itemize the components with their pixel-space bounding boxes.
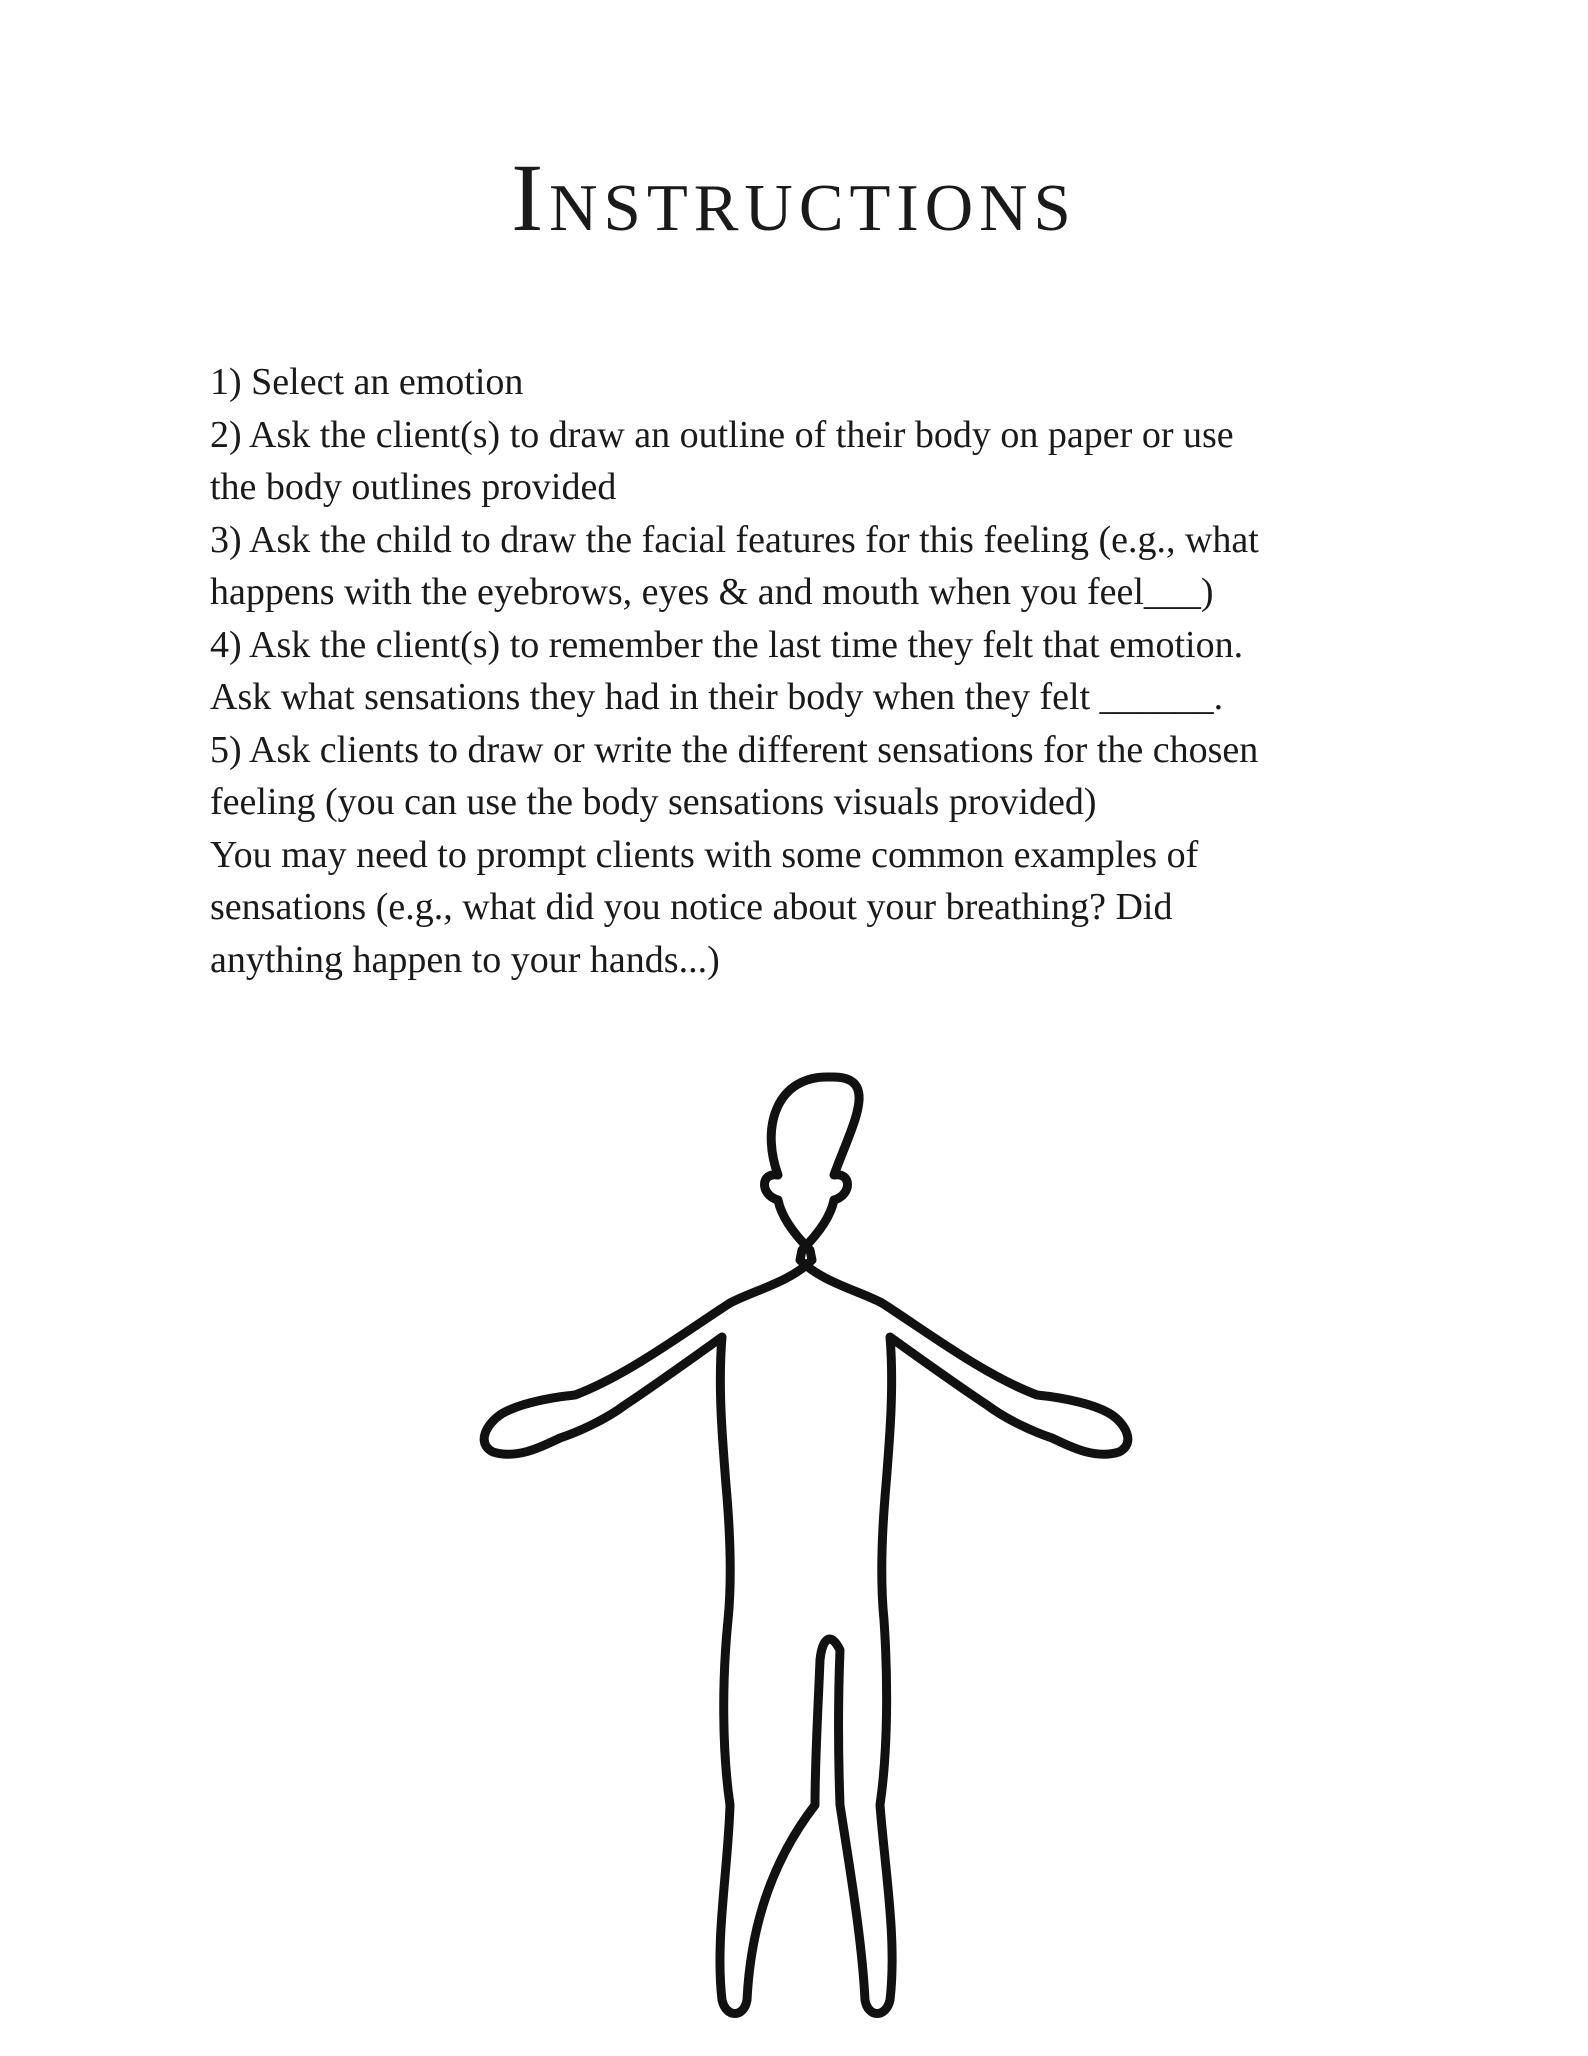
instruction-line: feeling (you can use the body sensations visuals provided) (210, 781, 1097, 823)
body-outline-icon (460, 1060, 1200, 2040)
body-outline-path (484, 1077, 1128, 2014)
instruction-line: Ask what sensations they had in their body when they felt ______. (210, 676, 1224, 718)
instruction-line: 2) Ask the client(s) to draw an outline of their body on paper or use (210, 413, 1234, 456)
instruction-line: sensations (e.g., what did you notice about your breathing? Did (210, 886, 1173, 928)
instruction-line: You may need to prompt clients with some common examples of (210, 833, 1199, 876)
instruction-line: 3) Ask the child to draw the facial features for this feeling (e.g., what (210, 518, 1259, 561)
instruction-line: 4) Ask the client(s) to remember the last time they felt that emotion. (210, 623, 1244, 666)
instruction-line: the body outlines provided (210, 466, 617, 508)
instruction-line: 5) Ask clients to draw or write the different sensations for the chosen (210, 728, 1259, 771)
instructions-text (210, 356, 1410, 986)
page-title: Instructions (511, 144, 1077, 251)
instruction-line: happens with the eyebrows, eyes & and mouth when you feel___) (210, 571, 1214, 613)
instruction-line: anything happen to your hands...) (210, 938, 720, 981)
instruction-line: 1) Select an emotion (210, 361, 524, 403)
